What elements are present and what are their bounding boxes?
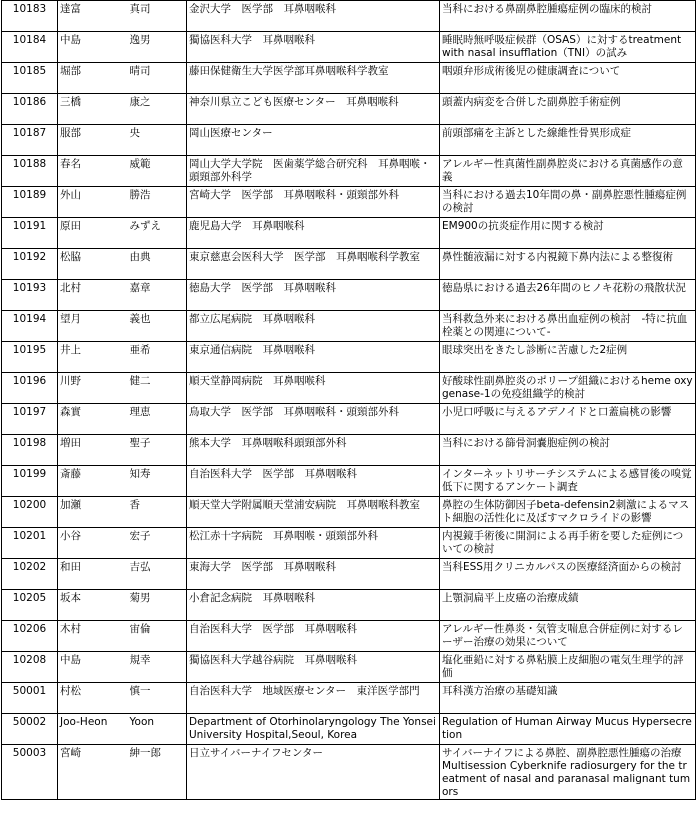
table-row: [2, 466, 696, 497]
presenter-given-name: 威範: [128, 156, 187, 187]
presenter-affiliation: 熊本大学 耳鼻咽喉科頭頸部外科: [187, 435, 440, 466]
presentation-title: サイバーナイフによる鼻腔、副鼻腔悪性腫瘍の治療 Multisession Cyberknife radiosurgery for the treatment of nasal and paranasal malignant tumors: [440, 745, 696, 800]
presentation-title: インターネットリサーチシステムによる感冒後の嗅覚低下に関するアンケート調査: [440, 466, 696, 497]
presentation-title: 頭蓋内病変を合併した副鼻腔手術症例: [440, 94, 696, 125]
presenter-given-name: 紳一郎: [128, 745, 187, 800]
presenter-family-name: 中島: [58, 652, 128, 683]
presentation-title: 当科における鼻副鼻腔腫瘍症例の臨床的検討: [440, 1, 696, 32]
presenter-family-name: 原田: [58, 218, 128, 249]
presenter-affiliation: Department of Otorhinolaryngology The Yonsei University Hospital,Seoul, Korea: [187, 714, 440, 745]
presentation-number: 10192: [2, 249, 58, 280]
presenter-family-name: 和田: [58, 559, 128, 590]
table-row: [2, 714, 696, 745]
presenter-affiliation: 鳥取大学 医学部 耳鼻咽喉科・頭頸部外科: [187, 404, 440, 435]
presenter-family-name: 川野: [58, 373, 128, 404]
presentation-number: 50001: [2, 683, 58, 714]
presentation-title: 耳科漢方治療の基礎知識: [440, 683, 696, 714]
table-row: [2, 621, 696, 652]
presenter-family-name: 坂本: [58, 590, 128, 621]
presentation-title: アレルギー性鼻炎・気管支喘息合併症例に対するレーザー治療の効果について: [440, 621, 696, 652]
presenter-given-name: 義也: [128, 311, 187, 342]
presentation-number: 10206: [2, 621, 58, 652]
presentation-title: 当科における過去10年間の鼻・副鼻腔悪性腫瘍症例の検討: [440, 187, 696, 218]
table-row: [2, 280, 696, 311]
presentation-number: 10189: [2, 187, 58, 218]
table-row: [2, 1, 696, 32]
presenter-affiliation: 都立広尾病院 耳鼻咽喉科: [187, 311, 440, 342]
table-row: [2, 94, 696, 125]
presentation-title: 前頭部痛を主訴とした線維性骨異形成症: [440, 125, 696, 156]
presenter-affiliation: 松江赤十字病院 耳鼻咽喉・頭頸部外科: [187, 528, 440, 559]
presenter-given-name: 規幸: [128, 652, 187, 683]
presenter-given-name: 晴司: [128, 63, 187, 94]
presentation-number: 10208: [2, 652, 58, 683]
presenter-affiliation: 岡山医療センター: [187, 125, 440, 156]
table-row: [2, 342, 696, 373]
presenter-family-name: 井上: [58, 342, 128, 373]
presenter-affiliation: 徳島大学 医学部 耳鼻咽喉科: [187, 280, 440, 311]
presentation-number: 10201: [2, 528, 58, 559]
presenter-given-name: 嘉章: [128, 280, 187, 311]
presenter-affiliation: 自治医科大学 医学部 耳鼻咽喉科: [187, 466, 440, 497]
presenter-affiliation: 東京通信病院 耳鼻咽喉科: [187, 342, 440, 373]
presentation-number: 10194: [2, 311, 58, 342]
presentation-number: 10188: [2, 156, 58, 187]
presenter-affiliation: 獨協医科大学 耳鼻咽喉科: [187, 32, 440, 63]
presenter-family-name: 増田: [58, 435, 128, 466]
presentation-title: 鼻性髄液漏に対する内視鏡下鼻内法による整復術: [440, 249, 696, 280]
presenter-affiliation: 鹿児島大学 耳鼻咽喉科: [187, 218, 440, 249]
table-row: [2, 187, 696, 218]
presenter-given-name: 逸男: [128, 32, 187, 63]
presenter-family-name: 達富: [58, 1, 128, 32]
presenter-affiliation: 宮崎大学 医学部 耳鼻咽喉科・頭頸部外科: [187, 187, 440, 218]
presentation-number: 50003: [2, 745, 58, 800]
presenter-family-name: 春名: [58, 156, 128, 187]
presentation-title: 塩化亜鉛に対する鼻粘膜上皮細胞の電気生理学的評価: [440, 652, 696, 683]
presenter-affiliation: 小倉記念病院 耳鼻咽喉科: [187, 590, 440, 621]
presenter-affiliation: 日立サイバーナイフセンター: [187, 745, 440, 800]
presentation-title: 徳島県における過去26年間のヒノキ花粉の飛散状況: [440, 280, 696, 311]
presenter-affiliation: 東海大学 医学部 耳鼻咽喉科: [187, 559, 440, 590]
presenter-given-name: 亜希: [128, 342, 187, 373]
presentation-number: 10195: [2, 342, 58, 373]
presenter-affiliation: 金沢大学 医学部 耳鼻咽喉科: [187, 1, 440, 32]
presentation-title: 上顎洞扁平上皮癌の治療成績: [440, 590, 696, 621]
presentation-title: 鼻腔の生体防御因子beta-defensin2刺激によるマスト細胞の活性化に及ぼすマクロライドの影響: [440, 497, 696, 528]
table-row: [2, 311, 696, 342]
presenter-family-name: 松脇: [58, 249, 128, 280]
presenter-family-name: 加瀬: [58, 497, 128, 528]
table-row: [2, 63, 696, 94]
presentation-number: 10185: [2, 63, 58, 94]
presenter-family-name: 木村: [58, 621, 128, 652]
presentation-number: 10200: [2, 497, 58, 528]
presentation-title: 小児口呼吸に与えるアデノイドと口蓋扁桃の影響: [440, 404, 696, 435]
presenter-family-name: 望月: [58, 311, 128, 342]
presentation-title: 眼球突出をきたし診断に苦慮した2症例: [440, 342, 696, 373]
presenter-affiliation: 順天堂大学附属順天堂浦安病院 耳鼻咽喉科教室: [187, 497, 440, 528]
table-row: [2, 435, 696, 466]
presentation-table: [1, 0, 696, 800]
table-row: [2, 156, 696, 187]
presenter-given-name: 宏子: [128, 528, 187, 559]
presentation-title: 内視鏡手術後に開洞による再手術を要した症例についての検討: [440, 528, 696, 559]
presenter-given-name: 菊男: [128, 590, 187, 621]
presenter-family-name: 中島: [58, 32, 128, 63]
presentation-number: 10199: [2, 466, 58, 497]
presentation-number: 10183: [2, 1, 58, 32]
presenter-family-name: 村松: [58, 683, 128, 714]
presentation-number: 10184: [2, 32, 58, 63]
presentation-number: 10198: [2, 435, 58, 466]
presenter-family-name: 森實: [58, 404, 128, 435]
presenter-given-name: 康之: [128, 94, 187, 125]
presentation-number: 10186: [2, 94, 58, 125]
presentation-title: アレルギー性真菌性副鼻腔炎における真菌感作の意義: [440, 156, 696, 187]
presentation-number: 10197: [2, 404, 58, 435]
presenter-affiliation: 順天堂静岡病院 耳鼻咽喉科: [187, 373, 440, 404]
table-row: [2, 652, 696, 683]
table-row: [2, 249, 696, 280]
presenter-given-name: 勝浩: [128, 187, 187, 218]
table-row: [2, 125, 696, 156]
presenter-given-name: 真司: [128, 1, 187, 32]
presenter-family-name: Joo-Heon: [58, 714, 128, 745]
presenter-family-name: 斎藤: [58, 466, 128, 497]
presenter-family-name: 三橋: [58, 94, 128, 125]
table-row: [2, 528, 696, 559]
presenter-given-name: 香: [128, 497, 187, 528]
presenter-given-name: 慎一: [128, 683, 187, 714]
presentation-number: 10193: [2, 280, 58, 311]
table-row: [2, 559, 696, 590]
presenter-given-name: 健二: [128, 373, 187, 404]
presenter-family-name: 小谷: [58, 528, 128, 559]
presentation-title: 当科ESS用クリニカルパスの医療経済面からの検討: [440, 559, 696, 590]
table-row: [2, 218, 696, 249]
table-row: [2, 745, 696, 800]
presenter-given-name: 知寿: [128, 466, 187, 497]
presentation-number: 10196: [2, 373, 58, 404]
presentation-title: 当科救急外来における鼻出血症例の検討 -特に抗血栓薬との関連について-: [440, 311, 696, 342]
presenter-affiliation: 岡山大学大学院 医歯薬学総合研究科 耳鼻咽喉・頭頸部外科学: [187, 156, 440, 187]
presenter-family-name: 服部: [58, 125, 128, 156]
presenter-family-name: 外山: [58, 187, 128, 218]
table-row: [2, 683, 696, 714]
presentation-number: 10202: [2, 559, 58, 590]
table-row: [2, 404, 696, 435]
presentation-title: 当科における篩骨洞嚢胞症例の検討: [440, 435, 696, 466]
table-row: [2, 497, 696, 528]
table-row: [2, 590, 696, 621]
presenter-affiliation: 獨協医科大学越谷病院 耳鼻咽喉科: [187, 652, 440, 683]
presentation-title: 咽頭弁形成術後児の健康調査について: [440, 63, 696, 94]
presenter-family-name: 北村: [58, 280, 128, 311]
presentation-title: Regulation of Human Airway Mucus Hypersecretion: [440, 714, 696, 745]
presentation-number: 10191: [2, 218, 58, 249]
presenter-affiliation: 自治医科大学 医学部 耳鼻咽喉科: [187, 621, 440, 652]
table-row: [2, 32, 696, 63]
presenter-affiliation: 東京慈恵会医科大学 医学部 耳鼻咽喉科学教室: [187, 249, 440, 280]
presentation-table-body: [2, 1, 696, 800]
presenter-family-name: 宮崎: [58, 745, 128, 800]
presenter-given-name: 理恵: [128, 404, 187, 435]
presenter-affiliation: 自治医科大学 地域医療センター 東洋医学部門: [187, 683, 440, 714]
presentation-title: 睡眠時無呼吸症候群（OSAS）に対するtreatment with nasal insufflation（TNI）の試み: [440, 32, 696, 63]
presentation-number: 10205: [2, 590, 58, 621]
presenter-affiliation: 神奈川県立こども医療センター 耳鼻咽喉科: [187, 94, 440, 125]
presenter-affiliation: 藤田保健衛生大学医学部耳鼻咽喉科学教室: [187, 63, 440, 94]
presenter-given-name: 宙倫: [128, 621, 187, 652]
presenter-given-name: 央: [128, 125, 187, 156]
presentation-number: 10187: [2, 125, 58, 156]
table-row: [2, 373, 696, 404]
presenter-given-name: 聖子: [128, 435, 187, 466]
presenter-given-name: 吉弘: [128, 559, 187, 590]
presenter-family-name: 堀部: [58, 63, 128, 94]
presentation-title: 好酸球性副鼻腔炎のポリープ組織におけるheme oxygenase-1の免疫組織学的検討: [440, 373, 696, 404]
presentation-number: 50002: [2, 714, 58, 745]
presentation-title: EM900の抗炎症作用に関する検討: [440, 218, 696, 249]
presenter-given-name: Yoon: [128, 714, 187, 745]
presenter-given-name: みずえ: [128, 218, 187, 249]
presenter-given-name: 由典: [128, 249, 187, 280]
